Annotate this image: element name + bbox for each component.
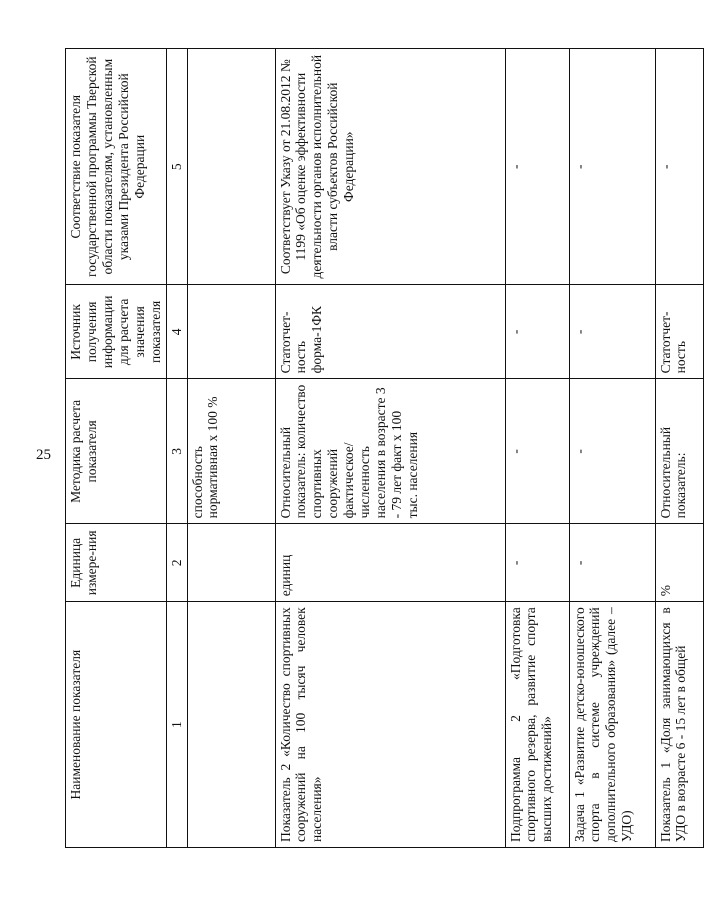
table-cell-unit: -: [505, 524, 569, 602]
table-cell-source: Статотчет-ность форма-1ФК: [275, 285, 505, 379]
header-source: Источник получения информации для расчета значения показателя: [66, 285, 167, 379]
column-number-cell: 1: [166, 602, 187, 848]
table-cell-compliance: -: [569, 49, 655, 285]
column-number-cell: 4: [166, 285, 187, 379]
table-cell-source: -: [505, 285, 569, 379]
table-cell-name: Задача 1 «Развитие детско-юношеского спорта в системе учреждений дополнительного образования» (далее – УДО): [569, 602, 655, 848]
header-row: [66, 49, 167, 848]
column-number-row: [166, 49, 187, 848]
table-cell-name: Подпрограмма 2 «Подготовка спортивного резерва, развитие спорта высших достижений»: [505, 602, 569, 848]
page-number: 25: [36, 447, 51, 463]
table-cell-unit: [187, 524, 275, 602]
table-cell-name: Показатель 2 «Количество спортивных сооружений на 100 тысяч человек населения»: [275, 602, 505, 848]
table-cell-method: Относительный показатель: количество спортивных сооружений фактическое/ численность населения в возрасте 3 - 79 лет факт х 100 тыс. населения: [275, 379, 505, 524]
table-cell-unit: %: [655, 524, 703, 602]
column-number-cell: 3: [166, 379, 187, 524]
table-row: [275, 49, 505, 848]
table-row: [187, 49, 275, 848]
table-cell-compliance: Соответствует Указу от 21.08.2012 № 1199 «Об оценке эффективности деятельности органов исполнительной власти субъектов Российской Федерации»: [275, 49, 505, 285]
table-cell-method: Относительный показатель:: [655, 379, 703, 524]
table-cell-unit: единиц: [275, 524, 505, 602]
indicators-table: [65, 48, 704, 848]
table-cell-method: -: [505, 379, 569, 524]
header-method: Методика расчета показателя: [66, 379, 167, 524]
table-cell-name: Показатель 1 «Доля занимающихся в УДО в возрасте 6 - 15 лет в общей: [655, 602, 703, 848]
header-name: Наименование показателя: [66, 602, 167, 848]
table-row: [655, 49, 703, 848]
table-cell-source: Статотчет-ность: [655, 285, 703, 379]
table-cell-method: способность нормативная х 100 %: [187, 379, 275, 524]
header-compliance: Соответствие показателя государственной программы Тверской области показателям, установленным указами Президента Российской Федерации: [66, 49, 167, 285]
table-cell-compliance: [187, 49, 275, 285]
table-cell-compliance: -: [655, 49, 703, 285]
table-cell-unit: -: [569, 524, 655, 602]
table-cell-name: [187, 602, 275, 848]
table-row: [569, 49, 655, 848]
table-row: [505, 49, 569, 848]
column-number-cell: 5: [166, 49, 187, 285]
table-cell-source: [187, 285, 275, 379]
rotated-table-sheet: [65, 48, 689, 848]
header-unit: Единица измере-ния: [66, 524, 167, 602]
table-cell-source: -: [569, 285, 655, 379]
table-cell-compliance: -: [505, 49, 569, 285]
table-cell-method: -: [569, 379, 655, 524]
column-number-cell: 2: [166, 524, 187, 602]
